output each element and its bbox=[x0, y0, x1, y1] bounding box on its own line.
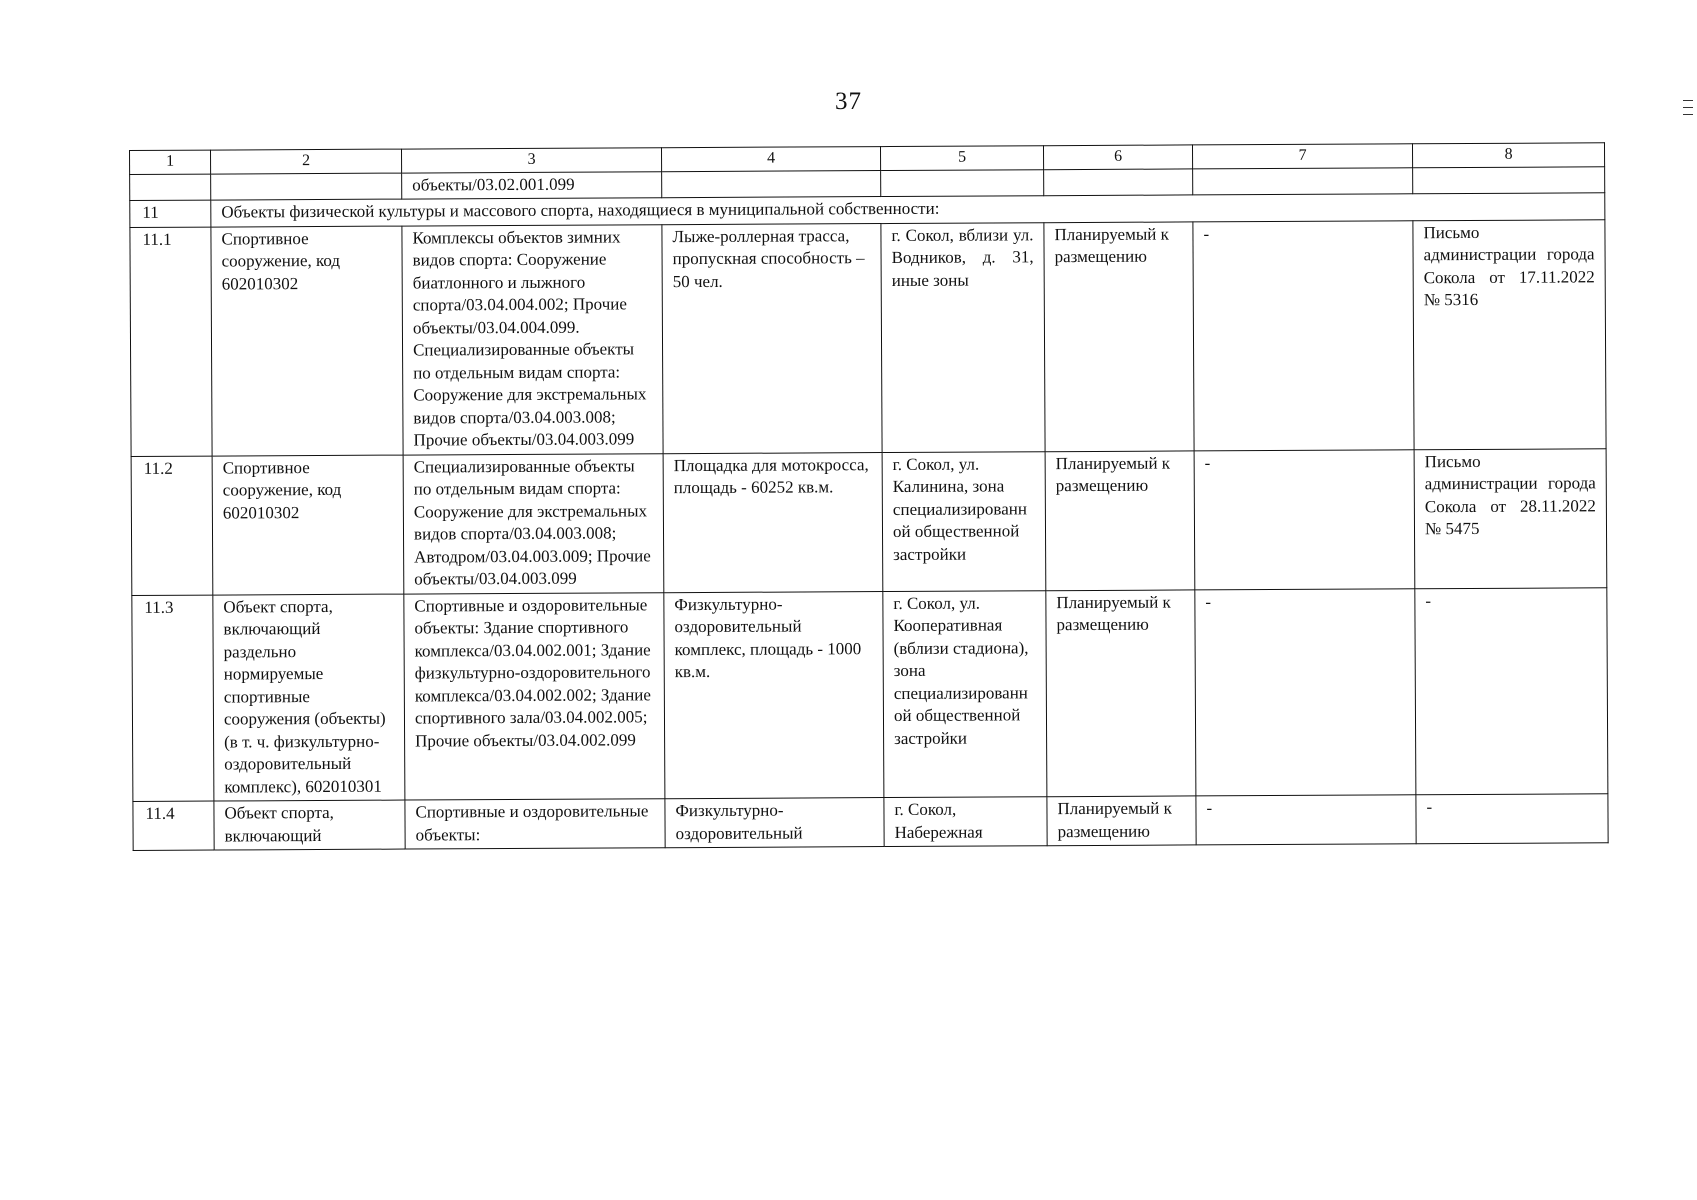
object-name: Объект спорта, включающий bbox=[214, 800, 405, 850]
row-number: 11.3 bbox=[132, 595, 214, 802]
object-location: г. Сокол, ул. Кооперативная (вблизи стадиона), зона специализированной общественной застройки bbox=[883, 590, 1047, 797]
section-number: 11 bbox=[130, 200, 211, 227]
table-cell bbox=[881, 169, 1044, 196]
object-location: г. Сокол, Набережная bbox=[884, 797, 1047, 847]
object-basis: - bbox=[1416, 794, 1608, 844]
row-number: 11.1 bbox=[130, 227, 212, 456]
objects-table-container bbox=[129, 142, 1608, 851]
table-cell bbox=[130, 174, 211, 201]
object-types: Спортивные и оздоровительные объекты: Здание спортивного комплекса/03.04.002.001; Здание физкультурно-оздоровительного комплекса/03.04.002.002; Здание спортивного зала/03.04.002.005; Прочие объекты/03.04.002.099 bbox=[404, 592, 665, 800]
table-row bbox=[131, 448, 1607, 595]
table-cell bbox=[1044, 168, 1193, 195]
column-number: 6 bbox=[1043, 145, 1192, 169]
column-number: 1 bbox=[130, 150, 211, 174]
column-7-value: - bbox=[1196, 795, 1416, 845]
object-basis: Письмо администрации города Сокола от 17.11.2022 № 5316 bbox=[1413, 219, 1606, 449]
page-number: 37 bbox=[835, 88, 862, 115]
column-number: 8 bbox=[1412, 143, 1604, 168]
column-number: 3 bbox=[401, 148, 661, 173]
column-7-value: - bbox=[1195, 588, 1416, 796]
object-status: Планируемый к размещению bbox=[1044, 221, 1194, 451]
objects-table bbox=[129, 142, 1609, 851]
object-name: Спортивное сооружение, код 602010302 bbox=[212, 455, 404, 595]
table-row bbox=[130, 219, 1606, 456]
table-cell bbox=[1413, 166, 1605, 194]
object-basis: - bbox=[1415, 587, 1608, 795]
object-status: Планируемый к размещению bbox=[1047, 796, 1196, 846]
object-status: Планируемый к размещению bbox=[1046, 589, 1196, 796]
row-number: 11.4 bbox=[133, 801, 214, 850]
object-location: г. Сокол, ул. Калинина, зона специализированной общественной застройки bbox=[882, 451, 1046, 591]
table-row bbox=[132, 587, 1608, 801]
row-number: 11.2 bbox=[131, 456, 213, 595]
column-number: 7 bbox=[1192, 144, 1412, 169]
object-name: Объект спорта, включающий раздельно нормируемые спортивные сооружения (объекты) (в т. ч. физкультурно-оздоровительный комплекс), 602010301 bbox=[213, 594, 405, 801]
table-row bbox=[133, 794, 1608, 851]
table-cell bbox=[211, 173, 402, 200]
object-characteristics: Площадка для мотокросса, площадь - 60252 кв.м. bbox=[663, 452, 883, 592]
section-title: Объекты физической культуры и массового спорта, находящиеся в муниципальной собственности: bbox=[211, 193, 1605, 227]
object-basis: Письмо администрации города Сокола от 28.11.2022 № 5475 bbox=[1414, 448, 1607, 588]
object-types: Специализированные объекты по отдельным видам спорта: Сооружение для экстремальных видов спорта/03.04.003.008; Автодром/03.04.003.009; Прочие объекты/03.04.003.099 bbox=[403, 453, 664, 593]
object-characteristics: Физкультурно-оздоровительный bbox=[665, 798, 884, 848]
column-7-value: - bbox=[1193, 220, 1414, 450]
object-name: Спортивное сооружение, код 602010302 bbox=[211, 226, 403, 456]
object-types: Комплексы объектов зимних видов спорта: Сооружение биатлонного и лыжного спорта/03.04.004.002; Прочие объекты/03.04.004.099. Специализированные объекты по отдельным видам спорта: Сооружение для экстремальных видов спорта/03.04.003.008; Прочие объекты/03.04.003.099 bbox=[402, 224, 663, 454]
object-characteristics: Физкультурно-оздоровительный комплекс, площадь - 1000 кв.м. bbox=[664, 591, 884, 799]
column-7-value: - bbox=[1194, 449, 1415, 589]
table-cell bbox=[1193, 167, 1413, 195]
continuation-text: объекты/03.02.001.099 bbox=[402, 171, 662, 199]
object-characteristics: Лыже-роллерная трасса, пропускная способность – 50 чел. bbox=[662, 223, 882, 453]
object-status: Планируемый к размещению bbox=[1045, 450, 1195, 590]
column-number: 5 bbox=[880, 146, 1043, 170]
object-types: Спортивные и оздоровительные объекты: bbox=[405, 799, 665, 849]
object-location: г. Сокол, вблизи ул. Водников, д. 31, иные зоны bbox=[881, 222, 1045, 452]
scan-edge-marks bbox=[1683, 100, 1693, 140]
table-cell bbox=[662, 170, 881, 198]
column-number: 4 bbox=[661, 147, 880, 172]
column-number: 2 bbox=[211, 149, 402, 173]
